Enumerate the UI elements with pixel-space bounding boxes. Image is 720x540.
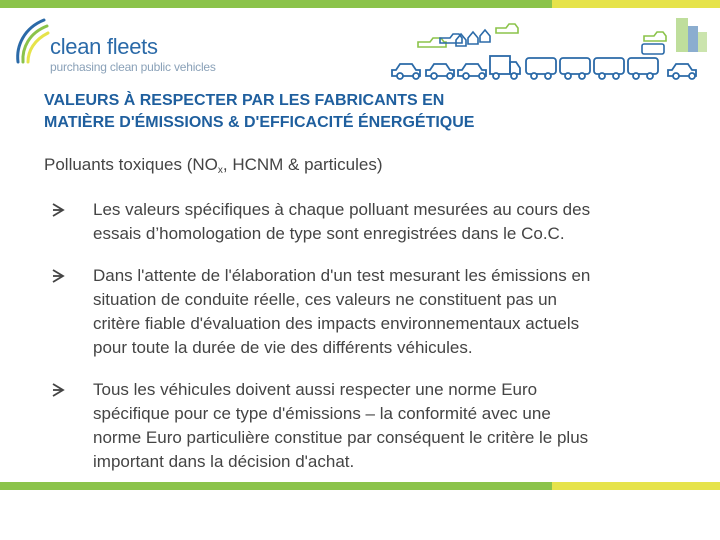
bullet-line: Tous les véhicules doivent aussi respecter une norme Euro: [93, 380, 538, 399]
bullet-line: essais d’homologation de type sont enregistrées dans le Co.C.: [93, 224, 565, 243]
arrow-bullet-icon: [50, 266, 70, 286]
bottom-bar-green: [0, 482, 552, 490]
van-icon: [642, 44, 664, 54]
building-icon: [676, 18, 707, 52]
bullet-line: Les valeurs spécifiques à chaque polluant mesurées au cours des: [93, 200, 591, 219]
bullet-item: [50, 264, 690, 360]
clean-fleets-logo: [14, 14, 224, 76]
truck-icon: [490, 56, 520, 79]
car-icon: [496, 24, 518, 33]
title-line-2: MATIÈRE D'ÉMISSIONS & D'EFFICACITÉ ÉNERGÉTIQUE: [44, 114, 475, 131]
bullet-item: [50, 198, 690, 246]
bullet-line: critère fiable d'évaluation des impacts environnementaux actuels: [93, 314, 580, 333]
subheading-before: Polluants toxiques (NO: [44, 155, 218, 174]
page-title: [44, 90, 684, 134]
title-line-1: VALEURS À RESPECTER PAR LES FABRICANTS EN: [44, 92, 445, 109]
vehicle-icons-strip: [388, 16, 710, 80]
bullet-line: norme Euro particulière constitue par conséquent le critère le plus: [93, 428, 589, 447]
car-icon: [458, 64, 486, 79]
subheading-subscript: x: [217, 165, 223, 176]
car-icon: [392, 64, 420, 79]
subheading-after: , HCNM & particules): [222, 155, 383, 174]
bottom-bar-yellow: [552, 482, 720, 490]
arrow-bullet-icon: [50, 380, 70, 400]
arrow-bullet-icon: [50, 200, 70, 220]
bullet-list: [50, 198, 690, 474]
section-subheading: [44, 155, 684, 176]
bottom-accent-bar: [0, 482, 720, 490]
truck-icon: [628, 58, 658, 79]
bus-icon: [526, 58, 556, 79]
logo-tagline: purchasing clean public vehicles: [50, 60, 216, 74]
bullet-line: Dans l'attente de l'élaboration d'un test mesurant les émissions en: [93, 266, 591, 285]
logo-name: clean fleets: [50, 34, 158, 59]
bullet-line: situation de conduite réelle, ces valeurs ne constituent pas un: [93, 290, 558, 309]
car-icon: [644, 32, 666, 41]
swoosh-logo-icon: [14, 18, 50, 64]
car-icon: [668, 64, 696, 79]
bullet-line: spécifique pour ce type d'émissions – la conformité avec une: [93, 404, 551, 423]
van-icon: [594, 58, 624, 79]
car-icon: [426, 64, 454, 79]
top-bar-yellow: [552, 0, 720, 8]
bus-icon: [560, 58, 590, 79]
top-accent-bar: [0, 0, 720, 8]
bullet-line: pour toute la durée de vie des différents véhicules.: [93, 338, 473, 357]
top-bar-green: [0, 0, 552, 8]
bullet-item: [50, 378, 690, 474]
bullet-line: important dans la décision d'achat.: [93, 452, 355, 471]
